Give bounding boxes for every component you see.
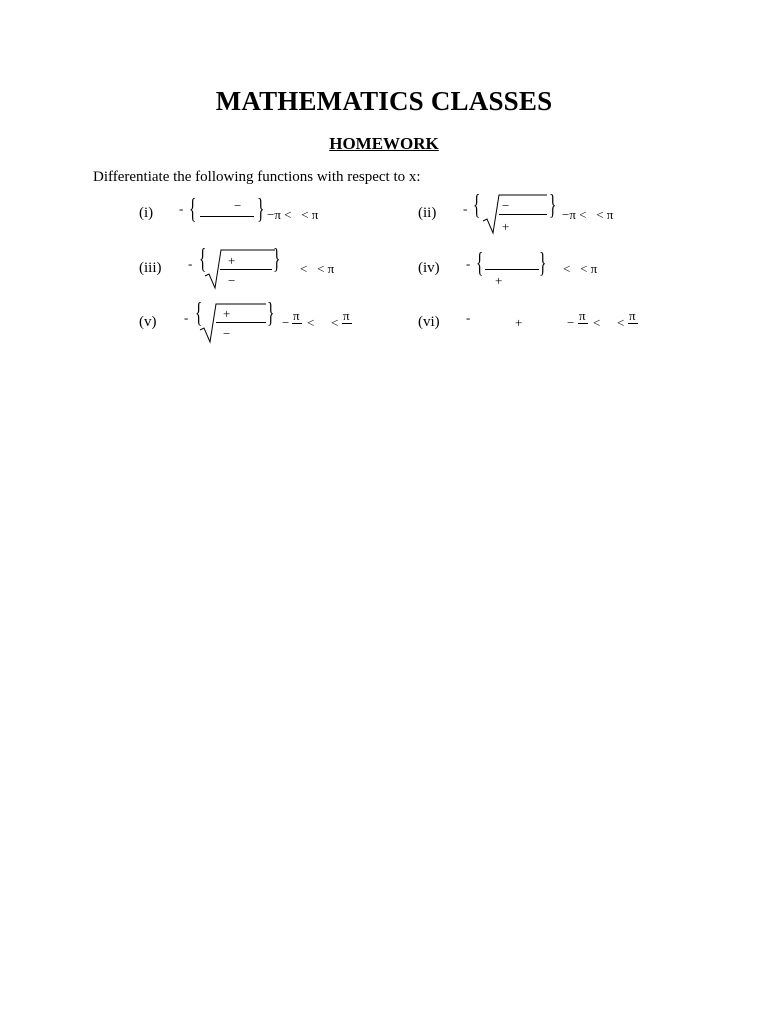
function-prefix: - bbox=[466, 310, 471, 325]
problem-label: (iv) bbox=[418, 260, 440, 276]
fraction-bar bbox=[499, 214, 547, 215]
left-brace: { bbox=[476, 248, 484, 279]
function-prefix: - bbox=[184, 310, 189, 325]
page-subtitle: HOMEWORK bbox=[329, 134, 439, 153]
page-title: MATHEMATICS CLASSES bbox=[215, 86, 553, 116]
function-prefix: - bbox=[463, 201, 468, 216]
radical-icon bbox=[205, 244, 281, 292]
condition-pi: π bbox=[629, 308, 636, 323]
problem-label: (ii) bbox=[418, 205, 437, 221]
denominator: + bbox=[502, 219, 510, 234]
fraction-bar bbox=[200, 216, 254, 217]
numerator: − bbox=[502, 198, 510, 213]
denominator: + bbox=[495, 273, 503, 288]
condition-pi: π bbox=[579, 308, 586, 323]
domain-condition: < < π bbox=[563, 261, 598, 276]
domain-condition: < < π bbox=[300, 261, 335, 276]
right-brace: } bbox=[549, 190, 557, 221]
left-brace: { bbox=[199, 244, 207, 275]
fraction-bar bbox=[342, 323, 352, 324]
condition-minus: − bbox=[282, 315, 290, 330]
condition-pi: π bbox=[293, 308, 300, 323]
right-brace: } bbox=[267, 298, 275, 329]
right-brace: } bbox=[273, 244, 281, 275]
fraction-bar bbox=[578, 323, 588, 324]
fraction-bar bbox=[216, 322, 266, 323]
domain-condition: −π < < π bbox=[267, 207, 319, 222]
condition-less-than: < bbox=[307, 315, 315, 330]
numerator: + bbox=[223, 306, 231, 321]
left-brace: { bbox=[473, 190, 481, 221]
numerator: − bbox=[234, 198, 242, 213]
condition-less-than: < bbox=[331, 315, 339, 330]
plus-sign: + bbox=[515, 315, 523, 330]
function-prefix: - bbox=[179, 201, 184, 216]
fraction-bar bbox=[485, 269, 539, 270]
problem-label: (vi) bbox=[418, 314, 440, 330]
left-brace: { bbox=[189, 194, 197, 225]
fraction-bar bbox=[628, 323, 638, 324]
domain-condition: −π < < π bbox=[562, 207, 614, 222]
function-prefix: - bbox=[188, 256, 193, 271]
condition-pi: π bbox=[343, 308, 350, 323]
fraction-bar bbox=[292, 323, 302, 324]
right-brace: } bbox=[257, 194, 265, 225]
problem-label: (i) bbox=[139, 205, 154, 221]
right-brace: } bbox=[539, 248, 547, 279]
condition-less-than: < bbox=[617, 315, 625, 330]
radical-icon bbox=[200, 302, 270, 346]
numerator: + bbox=[228, 253, 236, 268]
fraction-bar bbox=[220, 269, 272, 270]
radical-icon bbox=[483, 193, 549, 237]
problem-label: (iii) bbox=[139, 260, 162, 276]
left-brace: { bbox=[195, 298, 203, 329]
instruction-text: Differentiate the following functions with respect to x: bbox=[93, 169, 421, 185]
denominator: − bbox=[228, 273, 236, 288]
denominator: − bbox=[223, 326, 231, 341]
condition-less-than: < bbox=[593, 315, 601, 330]
problem-label: (v) bbox=[139, 314, 157, 330]
condition-minus: − bbox=[567, 315, 575, 330]
function-prefix: - bbox=[466, 256, 471, 271]
